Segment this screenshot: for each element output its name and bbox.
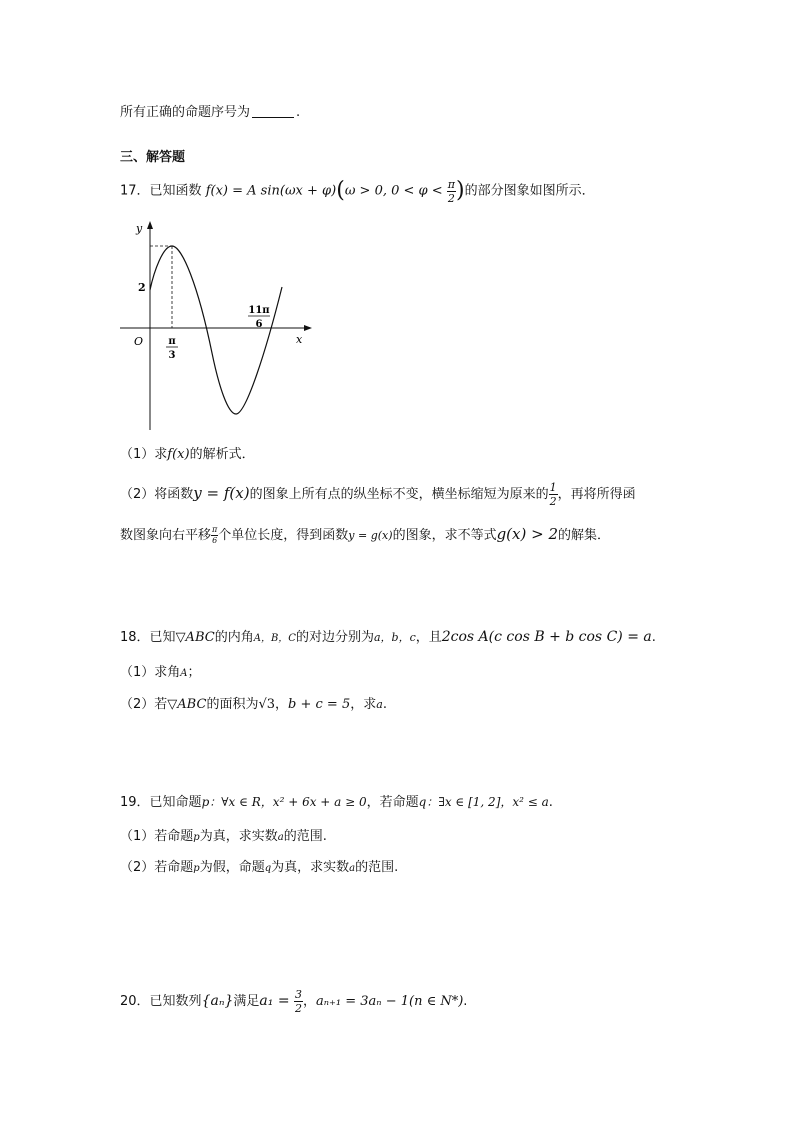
q17-function-graph [118,215,318,435]
q18-angles: A，B，C [253,633,296,644]
q20-stem [120,986,467,1017]
q17-part2-e: 个单位长度，得到函数 [218,528,349,543]
left-paren: ( [336,178,345,203]
sine-curve [150,246,282,414]
q19-part1 [120,827,327,848]
part-label: （1） [120,829,155,844]
q17-part2-ineq: g(x) > 2 [496,525,558,543]
q17-number: 17． [120,183,150,199]
y-axis-arrow-icon [147,221,153,229]
q18-equation: 2cos A(c cos B + b cos C) = a [441,629,652,645]
q19-part1-p: p [193,832,200,843]
q19-part1-b: 为真，求实数 [199,829,278,844]
part-label: （1） [120,665,155,680]
q19-part2-d: 的范围. [355,860,399,875]
q18-part2-end: . [382,697,387,712]
q17-part2-func: y = f(x) [193,484,250,502]
q18-part2 [120,695,387,715]
q17-post: 的部分图象如图所示． [464,183,595,199]
q18-part2-pre: 若 [154,697,168,712]
q18-part2-sum: b + c = 5 [288,697,351,712]
x-axis-label: x [296,333,303,346]
part-label: （2） [120,487,155,502]
q17-part2-h: 的解集． [558,528,611,543]
q17-part2-c: ，再将所得函 [557,487,636,502]
q19-part1-var: a [277,832,284,843]
q19-stem [120,792,553,813]
q19-part2-a: 若命题 [154,860,194,875]
q18-part1 [120,663,201,684]
q17-part1-func: f(x) [167,447,190,462]
x-tick-1-numerator: π [168,336,176,347]
x-tick-2-numerator: 11π [248,305,270,316]
part-label: （1） [120,447,155,462]
q20-sep: ， [303,994,317,1009]
q20-recurrence: aₙ₊₁ = 3aₙ − 1(n ∈ N*) [316,994,464,1009]
q19-part1-c: 的范围. [283,829,327,844]
pi-over-6-fraction: $\frac{\pi}{6}$ [212,525,218,545]
q17-pre: 已知函数 [149,183,202,199]
q18-pre: 已知 [149,630,176,645]
q18-part2-mid: 的面积为 [206,697,259,712]
x-tick-2-denominator: 6 [255,319,263,330]
q18-triangle: ▽ABC [175,630,215,645]
q18-mid3: ，且 [415,630,442,645]
q17-part2-b: 的图象上所有点的纵坐标不变，横坐标缩短为原来的 [249,487,549,502]
q18-part2-sep: ， [275,697,289,712]
q19-part2-q: q [264,863,272,874]
q17-part2-f: 的图象，求不等式 [392,528,497,543]
q19-part2-b: 为假，命题 [199,860,265,875]
q18-mid2: 的对边分别为 [295,630,374,645]
q19-part1-a: 若命题 [154,829,194,844]
q18-number: 18． [120,630,150,645]
q17-func-rhs: A sin(ωx + φ) [247,183,337,199]
section-title: 三、解答题 [120,150,186,165]
q17-stem [120,178,595,205]
part-label: （2） [120,697,155,712]
q17-part1-pre: 求 [154,447,168,462]
q20-a1: a₁ = [259,993,295,1009]
q19-part2-c: 为真，求实数 [271,860,350,875]
q20-number: 20． [120,994,150,1009]
answer-blank[interactable] [252,104,294,118]
q18-end: . [651,630,656,645]
q18-part1-end: ； [187,665,201,680]
q20-mid: 满足 [233,994,260,1009]
part-label: （2） [120,860,155,875]
q17-cond: ω > 0, 0 < φ < [344,183,447,199]
q17-part2-line2 [120,521,610,549]
q19-pre: 已知命题 [149,795,202,810]
q19-part2 [120,858,398,879]
q18-part2-area: √3 [258,697,276,712]
q18-mid1: 的内角 [214,630,254,645]
q19-end: . [548,795,553,810]
q18-part2-triangle: ▽ABC [167,697,207,712]
x-axis-arrow-icon [304,325,312,331]
q17-part2-line1 [120,480,636,508]
half-fraction: $\frac{1}{2}$ [549,481,557,508]
q19-part2-var: a [349,863,356,874]
q19-mid: ，若命题 [366,795,419,810]
q20-end: . [463,994,468,1009]
y-axis-label: y [136,222,143,235]
q16-answer-line [120,103,300,123]
q18-part2-var: a [376,698,383,711]
q19-part2-p: p [193,863,200,874]
origin-label: O [134,335,144,348]
q17-part2-a: 将函数 [154,487,194,502]
q17-part1-post: 的解析式． [189,447,255,462]
q17-part1 [120,445,255,465]
q20-sequence: {aₙ} [201,993,234,1009]
pi-over-2-fraction: $\frac{\pi}{2}$ [447,177,456,205]
q16-text: 所有正确的命题序号为 [120,105,251,120]
q18-stem [120,624,656,652]
q19-q-statement: q：∃x ∈ [1, 2]，x² ≤ a [418,795,549,809]
q17-part2-d: 数图象向右平移 [120,528,212,543]
q18-part1-text: 求角 [154,665,181,680]
q20-pre: 已知数列 [149,994,202,1009]
q18-sides: a，b，c [373,631,416,644]
x-tick-1-denominator: 3 [168,350,176,361]
y-tick-label: 2 [138,281,146,294]
q18-part1-var: A [180,668,188,679]
q18-part2-post: ，求 [350,697,377,712]
q17-part2-g: y = g(x) [348,529,393,542]
q17-func-lhs: f(x) = [205,183,248,199]
three-halves-fraction: $\frac{3}{2}$ [295,988,303,1015]
q19-p-statement: p：∀x ∈ R，x² + 6x + a ≥ 0 [201,795,367,809]
q19-number: 19． [120,795,150,810]
q16-end: . [296,105,301,120]
right-paren: ) [456,178,465,203]
